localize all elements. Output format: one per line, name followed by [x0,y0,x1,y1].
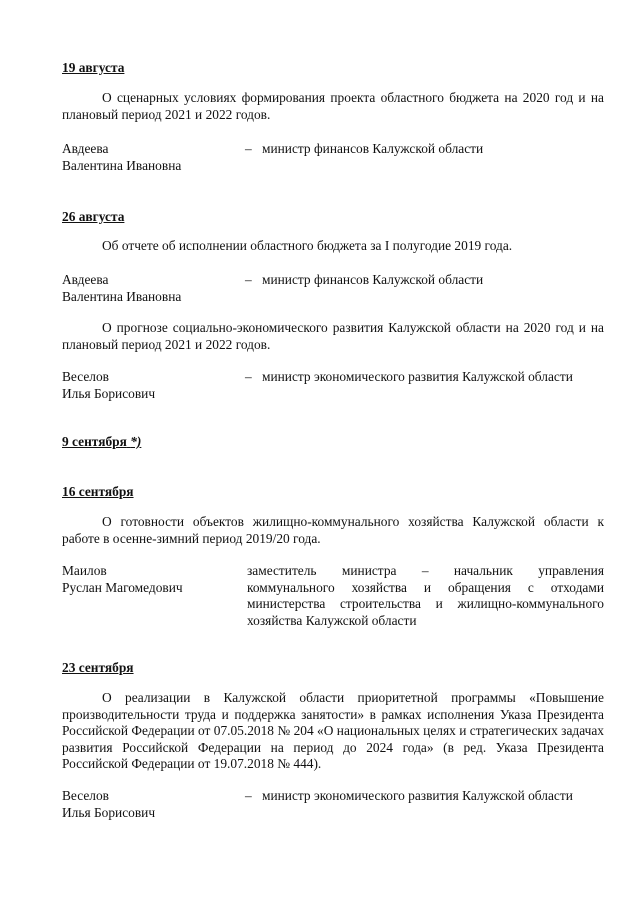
speaker-role: министр экономического развития Калужской области [262,369,573,384]
speaker-given-names: Илья Борисович [62,385,156,401]
role-dash: – [245,788,252,803]
footnote-marker: *) [130,434,142,449]
role-dash: – [245,141,252,156]
section-date-sep-9 [62,434,141,451]
speaker-given-names: Илья Борисович [62,804,156,820]
agenda-item-text: О прогнозе социально-экономического развития Калужской области на 2020 год и на плановый период 2021 и 2022 годов. [62,320,604,352]
speaker-surname: Маилов [62,563,107,578]
speaker-name [62,563,252,596]
agenda-item-text: О реализации в Калужской области приоритетной программы «Повышение производительности труда и поддержка занятости» в рамках исполнения Указа Президента Российской Федерации от 07.05.2018 № 204 «О национальных целях и стратегических задачах развития Российской Федерации на период до 2024 года» (в ред. Указа Президента Российской Федерации от 19.07.2018 № 444). [62,690,604,771]
section-date-sep-23: 23 сентября [62,660,134,675]
agenda-item-text: О сценарных условиях формирования проекта областного бюджета на 2020 год и на плановый период 2021 и 2022 годов. [62,90,604,122]
section-date-aug-19: 19 августа [62,60,125,75]
speaker-given-names: Валентина Ивановна [62,157,182,173]
agenda-item-text: О готовности объектов жилищно-коммунального хозяйства Калужской области к работе в осенне-зимний период 2019/20 года. [62,514,604,546]
role-dash: – [245,369,252,384]
speaker-given-names: Руслан Магомедович [62,579,183,595]
speaker-surname: Авдеева [62,272,109,287]
speaker-surname: Веселов [62,369,109,384]
section-date-text: 9 сентября [62,434,127,449]
speaker-role: министр финансов Калужской области [262,141,484,156]
speaker-surname: Веселов [62,788,109,803]
speaker-name [62,369,252,402]
speaker-name [62,141,252,174]
speaker-role: заместитель министра – начальник управления коммунального хозяйства и обращения с отходами министерства строительства и жилищно-коммунального хозяйства Калужской области [247,563,604,628]
speaker-role: министр финансов Калужской области [262,272,484,287]
speaker-name [62,272,252,305]
section-date-aug-26: 26 августа [62,209,125,224]
speaker-given-names: Валентина Ивановна [62,288,182,304]
speaker-name [62,788,252,821]
agenda-item-text: Об отчете об исполнении областного бюджета за I полугодие 2019 года. [102,238,513,253]
speaker-role: министр экономического развития Калужской области [262,788,573,803]
section-date-sep-16: 16 сентября [62,484,134,499]
role-dash: – [245,272,252,287]
speaker-surname: Авдеева [62,141,109,156]
